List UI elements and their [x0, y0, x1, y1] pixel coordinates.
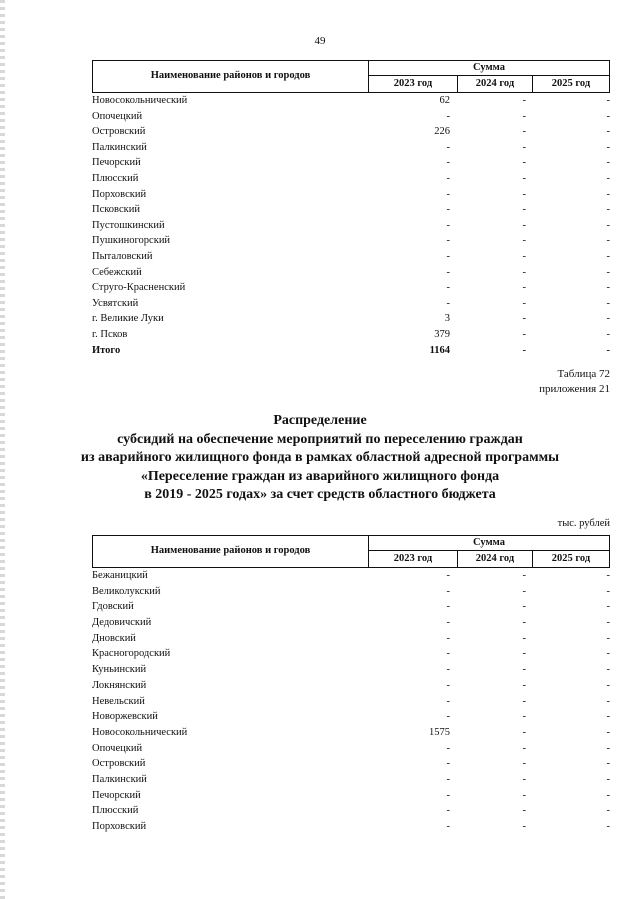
title-line: Распределение: [273, 413, 367, 428]
value-2025: -: [606, 617, 610, 629]
year-2024-header: 2024 год: [458, 76, 533, 92]
table-row: [92, 788, 610, 804]
table-row: [92, 171, 610, 187]
value-2024: -: [522, 266, 526, 278]
value-2025: -: [606, 141, 610, 153]
region-name: Невельский: [92, 695, 145, 707]
value-2025: -: [606, 758, 610, 770]
value-2024: -: [522, 235, 526, 247]
value-2025: -: [606, 313, 610, 325]
value-2024: -: [522, 648, 526, 660]
value-2024: -: [522, 570, 526, 581]
value-2025: -: [606, 648, 610, 660]
units-label: тыс. рублей: [557, 518, 610, 529]
table-row: [92, 678, 610, 694]
value-2023: -: [446, 250, 450, 262]
value-2023: -: [446, 110, 450, 122]
value-2024: -: [522, 679, 526, 691]
value-2025: -: [606, 235, 610, 247]
value-2025: -: [606, 789, 610, 801]
value-2023: -: [446, 742, 450, 754]
value-2024: -: [522, 711, 526, 723]
table-row: [92, 599, 610, 615]
name-column-header: [93, 61, 369, 92]
region-name: Новосокольнический: [92, 726, 188, 738]
table-row: [92, 568, 610, 584]
value-2025: -: [606, 297, 610, 309]
value-2024: -: [522, 789, 526, 801]
value-2023: -: [446, 664, 450, 676]
value-2024: -: [522, 188, 526, 200]
region-name: Палкинский: [92, 141, 147, 153]
region-name: Себежский: [92, 266, 142, 278]
table-caption: [539, 367, 610, 397]
value-2023: -: [446, 157, 450, 169]
region-name: Плюсский: [92, 172, 139, 184]
table-row: [92, 311, 610, 327]
table-row: [92, 233, 610, 249]
value-2023: 1164: [429, 344, 450, 356]
region-name: Порховский: [92, 821, 147, 832]
value-2024: -: [522, 758, 526, 770]
value-2023: -: [446, 632, 450, 644]
region-name: Гдовский: [92, 601, 134, 613]
region-name: Печорский: [92, 789, 141, 801]
value-2023: -: [446, 188, 450, 200]
value-2023: -: [446, 172, 450, 184]
region-name: Новосокольнический: [92, 95, 188, 106]
value-2023: -: [446, 570, 450, 581]
value-2023: -: [446, 789, 450, 801]
table-row: [92, 772, 610, 788]
region-name: г. Великие Луки: [92, 313, 164, 325]
table-row: [92, 187, 610, 203]
value-2024: -: [522, 297, 526, 309]
year-2024-header: 2024 год: [458, 551, 533, 567]
lower-table-body: [92, 568, 610, 835]
value-2023: -: [446, 821, 450, 832]
region-name: Итого: [92, 344, 121, 356]
value-2023: -: [446, 204, 450, 216]
table-row: [92, 725, 610, 741]
value-2025: -: [606, 805, 610, 817]
value-2025: -: [606, 172, 610, 184]
value-2025: -: [606, 157, 610, 169]
value-2023: 3: [444, 313, 450, 325]
table-row: [92, 155, 610, 171]
table-number: Таблица 72: [557, 368, 610, 380]
value-2024: -: [522, 344, 526, 356]
region-name: Пыталовский: [92, 250, 153, 262]
table-row: [92, 662, 610, 678]
region-name: Опочецкий: [92, 110, 143, 122]
region-name: Палкинский: [92, 773, 147, 785]
title-line: субсидий на обеспечение мероприятий по переселению граждан: [117, 431, 523, 447]
region-name: г. Псков: [92, 328, 128, 340]
value-2024: -: [522, 585, 526, 597]
table-row: [92, 584, 610, 600]
page-number: 49: [314, 35, 326, 47]
value-2023: 379: [434, 328, 450, 340]
name-column-label: Наименование районов и городов: [150, 70, 311, 81]
value-2024: -: [522, 204, 526, 216]
value-2025: -: [606, 110, 610, 122]
value-2023: 226: [434, 126, 450, 138]
table-row: [92, 296, 610, 312]
year-2023-header: 2023 год: [369, 76, 458, 92]
value-2024: -: [522, 632, 526, 644]
table-row: [92, 803, 610, 819]
value-2024: -: [522, 157, 526, 169]
value-2023: -: [446, 282, 450, 294]
region-name: Дновский: [92, 632, 136, 644]
value-2023: 1575: [429, 726, 450, 738]
table-row: [92, 327, 610, 343]
value-2024: -: [522, 617, 526, 629]
value-2023: -: [446, 141, 450, 153]
value-2025: -: [606, 742, 610, 754]
value-2024: -: [522, 601, 526, 613]
table-row: [92, 694, 610, 710]
value-2023: -: [446, 297, 450, 309]
value-2023: 62: [439, 95, 450, 106]
value-2025: -: [606, 711, 610, 723]
value-2025: -: [606, 601, 610, 613]
table-row: [92, 218, 610, 234]
value-2023: -: [446, 758, 450, 770]
title-line: «Переселение граждан из аварийного жилищного фонда: [140, 468, 500, 484]
value-2025: -: [606, 773, 610, 785]
region-name: Красногородский: [92, 648, 171, 660]
table-row: [92, 93, 610, 109]
sum-column-header: Сумма: [369, 536, 609, 551]
region-name: Островский: [92, 758, 146, 770]
value-2023: -: [446, 773, 450, 785]
value-2023: -: [446, 648, 450, 660]
table-row: [92, 249, 610, 265]
appendix-label: приложения 21: [539, 383, 610, 395]
name-column-header: [93, 536, 369, 567]
sum-column-header: Сумма: [369, 61, 609, 76]
value-2023: -: [446, 266, 450, 278]
value-2023: -: [446, 695, 450, 707]
table-row: [92, 646, 610, 662]
value-2023: -: [446, 601, 450, 613]
table-row: [92, 756, 610, 772]
document-title: [40, 412, 600, 505]
region-name: Плюсский: [92, 805, 139, 817]
table-row: [92, 124, 610, 140]
value-2025: -: [606, 250, 610, 262]
value-2023: -: [446, 679, 450, 691]
value-2024: -: [522, 313, 526, 325]
title-line: из аварийного жилищного фонда в рамках областной адресной программы: [80, 450, 560, 465]
region-name: Пустошкинский: [92, 219, 165, 231]
value-2025: -: [606, 328, 610, 340]
value-2025: -: [606, 664, 610, 676]
value-2024: -: [522, 219, 526, 231]
value-2025: -: [606, 632, 610, 644]
value-2025: -: [606, 695, 610, 707]
value-2024: -: [522, 95, 526, 106]
value-2025: -: [606, 679, 610, 691]
value-2024: -: [522, 821, 526, 832]
scan-edge: [0, 0, 5, 899]
year-2025-header: 2025 год: [551, 78, 591, 89]
value-2025: -: [606, 95, 610, 106]
value-2024: -: [522, 110, 526, 122]
upper-table-header: [92, 60, 610, 93]
region-name: Островский: [92, 126, 146, 138]
value-2024: -: [522, 695, 526, 707]
value-2024: -: [522, 172, 526, 184]
region-name: Печорский: [92, 157, 141, 169]
table-row: [92, 280, 610, 296]
value-2025: -: [606, 344, 610, 356]
value-2024: -: [522, 328, 526, 340]
region-name: Дедовичский: [92, 617, 152, 629]
table-row: [92, 709, 610, 725]
table-row: [92, 741, 610, 757]
lower-table-header: [92, 535, 610, 568]
value-2025: -: [606, 726, 610, 738]
value-2023: -: [446, 219, 450, 231]
value-2024: -: [522, 126, 526, 138]
region-name: Усвятский: [92, 297, 139, 309]
value-2024: -: [522, 664, 526, 676]
table-row: [92, 202, 610, 218]
value-2025: -: [606, 126, 610, 138]
value-2025: -: [606, 570, 610, 581]
region-name: Псковский: [92, 204, 140, 216]
title-line: в 2019 - 2025 годах» за счет средств областного бюджета: [144, 487, 496, 502]
total-row: [92, 343, 610, 359]
value-2023: -: [446, 711, 450, 723]
value-2025: -: [606, 204, 610, 216]
value-2024: -: [522, 726, 526, 738]
region-name: Куньинский: [92, 664, 147, 676]
value-2024: -: [522, 805, 526, 817]
name-column-label: Наименование районов и городов: [150, 545, 311, 556]
region-name: Пушкиногорский: [92, 235, 171, 247]
value-2025: -: [606, 821, 610, 832]
value-2023: -: [446, 805, 450, 817]
upper-table-body: [92, 93, 610, 358]
value-2024: -: [522, 250, 526, 262]
year-2025-header: 2025 год: [551, 553, 591, 564]
year-2023-header: 2023 год: [369, 551, 458, 567]
value-2023: -: [446, 585, 450, 597]
region-name: Новоржевский: [92, 711, 158, 723]
value-2025: -: [606, 188, 610, 200]
region-name: Бежаницкий: [92, 570, 148, 581]
value-2023: -: [446, 235, 450, 247]
table-row: [92, 819, 610, 835]
value-2025: -: [606, 219, 610, 231]
value-2025: -: [606, 282, 610, 294]
table-row: [92, 265, 610, 281]
region-name: Опочецкий: [92, 742, 143, 754]
value-2024: -: [522, 773, 526, 785]
region-name: Великолукский: [92, 585, 161, 597]
region-name: Порховский: [92, 188, 147, 200]
table-row: [92, 140, 610, 156]
value-2025: -: [606, 585, 610, 597]
value-2024: -: [522, 282, 526, 294]
table-row: [92, 109, 610, 125]
value-2023: -: [446, 617, 450, 629]
region-name: Струго-Красненский: [92, 282, 186, 294]
value-2025: -: [606, 266, 610, 278]
table-row: [92, 615, 610, 631]
value-2024: -: [522, 141, 526, 153]
region-name: Локнянский: [92, 679, 147, 691]
table-row: [92, 631, 610, 647]
value-2024: -: [522, 742, 526, 754]
